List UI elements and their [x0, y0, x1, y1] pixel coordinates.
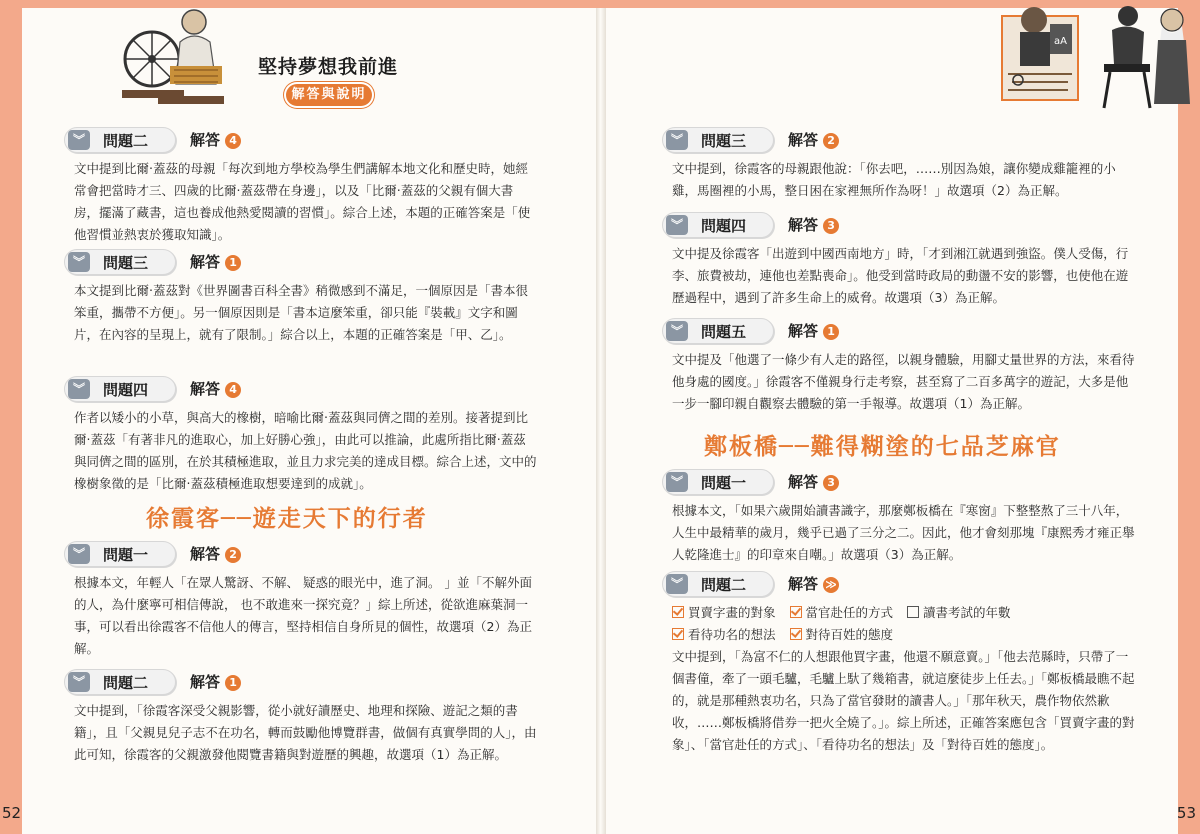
question-label-pill — [64, 249, 176, 275]
option-item: 看待功名的想法 — [672, 627, 776, 642]
section-heading: 徐霞客──遊走天下的行者 — [146, 506, 428, 532]
page-number-right: 53 — [1176, 804, 1196, 822]
chevron-down-icon: ︾ — [666, 215, 688, 235]
answer-number: 1 — [225, 675, 241, 691]
answer — [788, 471, 839, 492]
answer — [788, 573, 839, 594]
answer-number: 3 — [823, 475, 839, 491]
question-number: 問題三 — [103, 254, 149, 272]
answer-label: 解答 — [788, 473, 819, 491]
question-label-pill — [64, 127, 176, 153]
question-number: 問題五 — [701, 323, 747, 341]
chevron-down-icon: ︾ — [666, 321, 688, 341]
answer-label: 解答 — [788, 575, 819, 593]
section-heading: 鄭板橋──難得糊塗的七品芝麻官 — [704, 434, 1061, 460]
question-label-pill — [662, 127, 774, 153]
explanation-text: 根據本文，年輕人「在眾人驚訝、不解、 疑惑的眼光中，進了洞。 」並「不解外面的人，為什麼寧可相信傳說， 也不敢進來一探究竟？」綜上所述，從欲進麻葉洞一事，可以看出徐霞客不信他人的傳言，堅持相信自身所見的個性，故選項（2）為正解。 — [74, 575, 532, 656]
chevron-down-icon: ︾ — [666, 130, 688, 150]
chevron-down-icon: ︾ — [68, 672, 90, 692]
question-number: 問題二 — [701, 576, 747, 594]
answer-number: 4 — [225, 382, 241, 398]
chevron-down-icon: ︾ — [68, 379, 90, 399]
answer-number: 1 — [823, 324, 839, 340]
answer-number: 2 — [823, 133, 839, 149]
question-label-pill — [662, 318, 774, 344]
answer — [190, 543, 241, 564]
answer — [788, 214, 839, 235]
thinker-statue-illustration — [1098, 0, 1198, 112]
explanation-text: 文中提及徐霞客「出遊到中國西南地方」時，「才到湘江就遇到強盜。僕人受傷，行李、旅費被劫，連他也差點喪命」。他受到當時政局的動盪不安的影響，也使他在遊歷過程中，遇到了許多生命上的威脅。故選項（3）為正解。 — [672, 246, 1129, 305]
explanation-text: 文中提及「他選了一條少有人走的路徑，以親身體驗，用腳丈量世界的方法，來看待他身處的國度。」徐霞客不僅親身行走考察，甚至寫了二百多萬字的遊記，大多是他一步一腳印親自觀察去體驗的第一手報導。故選項（1）為正解。 — [672, 352, 1135, 411]
explanation-text: 文中提到，「徐霞客深受父親影響，從小就好讀歷史、地理和探險、遊記之類的書籍」，且「父親見兒子志不在功名，轉而鼓勵他博覽群書，做個有真實學問的人」，由此可知，徐霞客的父親激發他閱覽書籍與對遊歷的興趣，故選項（1）為正解。 — [74, 703, 537, 762]
answer-label: 解答 — [190, 673, 221, 691]
question-label-pill — [64, 669, 176, 695]
answer-number: ≫ — [823, 577, 839, 593]
chevron-down-icon: ︾ — [68, 252, 90, 272]
question-number: 問題二 — [103, 132, 149, 150]
page-title: 堅持夢想我前進 — [258, 56, 399, 78]
question-label-pill — [64, 541, 176, 567]
answer-number: 1 — [225, 255, 241, 271]
book-spine — [596, 8, 606, 834]
answer — [190, 378, 241, 399]
answer-label: 解答 — [788, 216, 819, 234]
answer-number: 4 — [225, 133, 241, 149]
question-number: 問題一 — [103, 546, 149, 564]
question-label-pill — [64, 376, 176, 402]
answer — [788, 129, 839, 150]
answer-label: 解答 — [190, 131, 221, 149]
explanation-text: 文中提到，「為富不仁的人想跟他買字畫，他還不願意賣。」「他去范縣時，只帶了一個書僮，牽了一頭毛驢，毛驢上馱了幾箱書，就這麼徒步上任去。」「鄭板橋最瞧不起的，就是那種熱衷功名，只為了當官發財的讀書人。」「那年秋天，農作物依然歉收，……鄭板橋將借券一把火全燒了。」。綜上所述，正確答案應包含「買賣字畫的對象」、「當官赴任的方式」、「看待功名的想法」及「對待百姓的態度」。 — [672, 649, 1135, 752]
explanation-text: 本文提到比爾‧蓋茲對《世界圖書百科全書》稍微感到不滿足，一個原因是「書本很笨重，攜帶不方便」。另一個原因則是「書本這麼笨重，卻只能『裝載』文字和圖片，在內容的呈現上，就有了限制。」綜合以上，本題的正確答案是「甲、乙」。 — [74, 283, 528, 342]
explanation-text: 文中提到比爾‧蓋茲的母親「每次到地方學校為學生們講解本地文化和歷史時，她經常會把當時才三、四歲的比爾‧蓋茲帶在身邊」，以及「比爾‧蓋茲的父親有個大書房，擺滿了藏書，這也養成他熱愛閱讀的習慣」。綜合上述，本題的正確答案是「使他習慣並熱衷於獲取知識」。 — [74, 161, 531, 242]
question-number: 問題一 — [701, 474, 747, 492]
answer — [788, 320, 839, 341]
question-number: 問題四 — [103, 381, 149, 399]
question-number: 問題三 — [701, 132, 747, 150]
answer-label: 解答 — [190, 545, 221, 563]
question-label-pill — [662, 212, 774, 238]
question-number: 問題四 — [701, 217, 747, 235]
chevron-down-icon: ︾ — [666, 472, 688, 492]
answer — [190, 251, 241, 272]
chevron-down-icon: ︾ — [68, 544, 90, 564]
option-item: 買賣字畫的對象 — [672, 605, 776, 620]
explanation-text: 文中提到，徐霞客的母親跟他說：「你去吧，……別因為娘，讓你變成雞籠裡的小雞，馬圈裡的小馬，整日困在家裡無所作為呀！」故選項（2）為正解。 — [672, 161, 1116, 198]
option-item: 對待百姓的態度 — [790, 627, 894, 642]
answer-explanation-badge: 解答與說明 — [286, 84, 372, 106]
answer-options — [672, 602, 1152, 646]
explanation-text: 根據本文，「如果六歲開始讀書識字，那麼鄭板橋在『寒窗』下整整熬了三十八年， 人生中最精華的歲月，幾乎已過了三分之二。因此，他才會刻那塊『康熙秀才雍正舉人乾隆進士』的印章來自嘲。」故選項（3）為正解。 — [672, 503, 1135, 562]
checkbox-empty-icon — [907, 606, 919, 618]
question-label-pill — [662, 571, 774, 597]
tailor-illustration — [998, 2, 1082, 104]
chevron-down-icon: ︾ — [68, 130, 90, 150]
checkbox-checked-icon — [672, 606, 684, 618]
answer-number: 3 — [823, 218, 839, 234]
answer-label: 解答 — [190, 253, 221, 271]
page-number-left: 52 — [2, 804, 22, 822]
spinning-wheel-illustration — [118, 4, 228, 112]
question-number: 問題二 — [103, 674, 149, 692]
explanation-text: 作者以矮小的小草，與高大的橡樹，暗喻比爾‧蓋茲與同儕之間的差別。接著提到比爾‧蓋茲「有著非凡的進取心，加上好勝心強」，由此可以推論，此處所指比爾‧蓋茲與同儕之間的區別，在於其積極進取，並且力求完美的達成目標。綜合上述，文中的橡樹象徵的是「比爾‧蓋茲積極進取想要達到的成就」。 — [74, 410, 537, 491]
option-item: 讀書考試的年數 — [907, 605, 1011, 620]
answer — [190, 129, 241, 150]
answer-label: 解答 — [190, 380, 221, 398]
checkbox-checked-icon — [672, 628, 684, 640]
option-item: 當官赴任的方式 — [790, 605, 894, 620]
svg-text:aA: aA — [1054, 36, 1067, 47]
checkbox-checked-icon — [790, 606, 802, 618]
question-label-pill — [662, 469, 774, 495]
answer-label: 解答 — [788, 322, 819, 340]
answer-label: 解答 — [788, 131, 819, 149]
answer — [190, 671, 241, 692]
checkbox-checked-icon — [790, 628, 802, 640]
answer-number: 2 — [225, 547, 241, 563]
chevron-down-icon: ︾ — [666, 574, 688, 594]
